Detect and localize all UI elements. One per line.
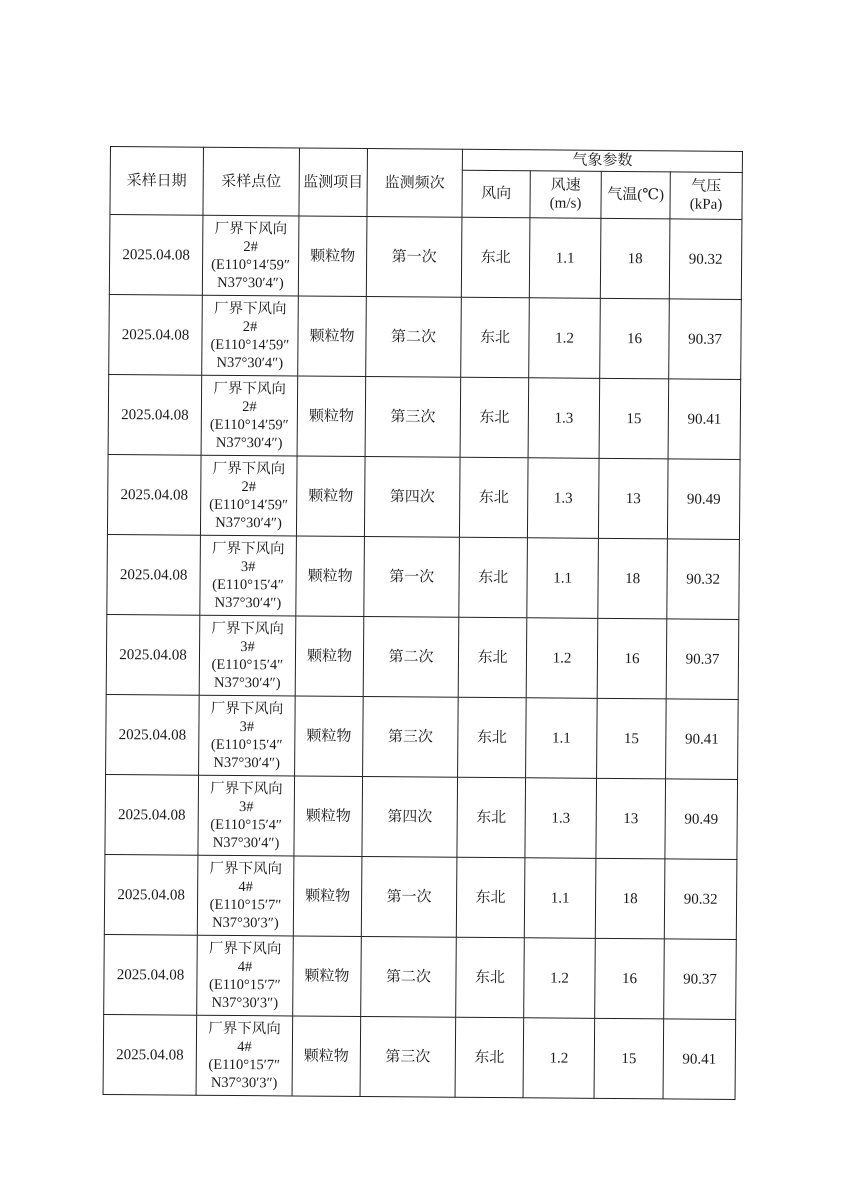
cell-location: [199, 695, 296, 776]
cell-temperature: 13: [596, 778, 666, 859]
cell-temperature: 15: [599, 378, 669, 459]
table-row: [105, 774, 738, 859]
location-id: 3#: [240, 558, 256, 575]
location-longitude: (E110°14′59″: [210, 336, 290, 353]
cell-temperature: 16: [595, 938, 665, 1019]
cell-item: 颗粒物: [297, 376, 366, 457]
cell-wind-direction: 东北: [461, 297, 530, 378]
cell-item: 颗粒物: [296, 536, 365, 617]
location-id: 2#: [242, 318, 258, 335]
location-id: 4#: [237, 1038, 252, 1055]
header-item: 监测项目: [299, 148, 368, 217]
cell-date: 2025.04.08: [107, 534, 201, 615]
location-latitude: N37°30′4″): [215, 434, 283, 451]
location-latitude: N37°30′4″): [213, 674, 281, 691]
weather-monitoring-table: [103, 146, 743, 1100]
location-latitude: N37°30′4″): [215, 514, 282, 531]
cell-date: 2025.04.08: [106, 694, 200, 775]
location-longitude: (E110°15′7″: [208, 1056, 281, 1073]
cell-location: [196, 1015, 293, 1096]
table-row: [109, 294, 742, 379]
cell-location: [198, 775, 295, 856]
cell-frequency: 第二次: [366, 297, 462, 378]
cell-date: 2025.04.08: [104, 934, 198, 1015]
cell-wind-speed: 1.2: [524, 938, 596, 1019]
cell-pressure: 90.37: [664, 939, 737, 1020]
location-name: 厂界下风向: [211, 620, 285, 637]
location-name: 厂界下风向: [209, 860, 283, 877]
cell-pressure: 90.32: [664, 859, 737, 940]
cell-temperature: 18: [600, 218, 670, 299]
cell-temperature: 13: [598, 458, 668, 539]
header-wind-speed: [530, 171, 601, 219]
cell-wind-speed: 1.2: [526, 618, 598, 699]
cell-item: 颗粒物: [292, 1016, 361, 1097]
cell-wind-speed: 1.3: [525, 778, 597, 859]
header-pressure-label: 气压: [691, 178, 722, 195]
cell-location: [200, 455, 297, 536]
cell-date: 2025.04.08: [103, 1014, 197, 1095]
location-name: 厂界下风向: [214, 220, 288, 237]
cell-pressure: 90.37: [669, 299, 742, 380]
cell-pressure: 90.49: [665, 779, 738, 860]
cell-date: 2025.04.08: [108, 374, 202, 455]
header-weather-group: 气象参数: [462, 149, 742, 172]
cell-wind-direction: 东北: [457, 777, 526, 858]
cell-frequency: 第三次: [363, 697, 459, 778]
location-longitude: (E110°15′4″: [212, 576, 284, 593]
cell-temperature: 15: [594, 1018, 664, 1099]
table-row: [104, 934, 737, 1019]
location-latitude: N37°30′3″): [211, 994, 279, 1011]
cell-item: 颗粒物: [298, 216, 367, 297]
cell-location: [202, 215, 299, 296]
location-name: 厂界下风向: [210, 780, 283, 797]
cell-frequency: 第三次: [365, 377, 461, 458]
cell-wind-speed: 1.2: [529, 298, 601, 379]
cell-wind-direction: 东北: [460, 377, 529, 458]
location-latitude: N37°30′4″): [216, 354, 284, 371]
cell-frequency: 第二次: [361, 936, 457, 1017]
cell-wind-speed: 1.1: [529, 218, 601, 299]
cell-wind-direction: 东北: [458, 697, 527, 778]
cell-location: [201, 375, 298, 456]
cell-location: [200, 535, 297, 616]
cell-wind-direction: 东北: [458, 617, 527, 698]
location-id: 3#: [239, 798, 254, 815]
cell-location: [202, 295, 299, 376]
cell-date: 2025.04.08: [109, 294, 203, 375]
cell-pressure: 90.41: [666, 699, 739, 780]
cell-item: 颗粒物: [294, 776, 363, 857]
cell-pressure: 90.32: [669, 219, 742, 300]
cell-temperature: 18: [595, 858, 665, 939]
location-latitude: N37°30′3″): [212, 914, 279, 931]
location-longitude: (E110°14′59″: [209, 416, 289, 433]
header-wind-speed-label: 风速: [550, 177, 581, 194]
table-row: [107, 454, 740, 539]
cell-item: 颗粒物: [296, 456, 365, 537]
cell-location: [199, 615, 296, 696]
cell-wind-speed: 1.1: [524, 858, 596, 939]
header-frequency: 监测频次: [367, 149, 463, 218]
cell-frequency: 第二次: [363, 617, 459, 698]
header-row-top: [110, 147, 742, 173]
location-id: 3#: [239, 718, 255, 735]
location-latitude: N37°30′4″): [213, 754, 281, 771]
cell-pressure: 90.41: [668, 379, 741, 460]
cell-item: 颗粒物: [293, 936, 362, 1017]
table-body: [103, 215, 742, 1100]
location-latitude: N37°30′4″): [214, 594, 282, 611]
cell-wind-speed: 1.1: [526, 698, 598, 779]
location-name: 厂界下风向: [212, 540, 285, 557]
cell-item: 颗粒物: [293, 856, 362, 937]
cell-frequency: 第一次: [361, 857, 457, 938]
cell-frequency: 第三次: [360, 1016, 456, 1097]
table-row: [104, 854, 737, 939]
cell-pressure: 90.37: [666, 619, 739, 700]
table-row: [106, 694, 739, 779]
header-location: 采样点位: [203, 147, 300, 216]
table-row: [103, 1014, 736, 1099]
location-name: 厂界下风向: [208, 940, 282, 957]
location-name: 厂界下风向: [213, 380, 286, 397]
location-longitude: (E110°15′7″: [209, 976, 281, 993]
header-pressure-unit: (kPa): [689, 196, 723, 213]
location-name: 厂界下风向: [212, 460, 286, 477]
location-name: 厂界下风向: [213, 300, 287, 317]
location-latitude: N37°30′3″): [210, 1074, 278, 1091]
header-wind-speed-unit: (m/s): [549, 195, 582, 212]
location-longitude: (E110°15′7″: [209, 896, 282, 913]
location-id: 3#: [240, 638, 255, 655]
location-longitude: (E110°14′59″: [209, 496, 289, 513]
header-temperature: 气温(℃): [601, 171, 670, 219]
cell-date: 2025.04.08: [106, 614, 200, 695]
location-id: 4#: [238, 878, 254, 895]
cell-frequency: 第一次: [366, 217, 462, 298]
cell-wind-speed: 1.3: [528, 378, 600, 459]
cell-pressure: 90.49: [667, 459, 740, 540]
cell-pressure: 90.32: [667, 539, 740, 620]
cell-wind-direction: 东北: [459, 537, 528, 618]
cell-item: 颗粒物: [295, 616, 364, 697]
cell-date: 2025.04.08: [105, 774, 199, 855]
table-row: [106, 614, 739, 699]
location-longitude: (E110°15′4″: [211, 656, 284, 673]
cell-date: 2025.04.08: [104, 854, 198, 935]
cell-date: 2025.04.08: [109, 215, 203, 296]
location-longitude: (E110°15′4″: [210, 736, 283, 753]
cell-date: 2025.04.08: [107, 454, 201, 535]
cell-temperature: 16: [600, 298, 670, 379]
cell-temperature: 16: [597, 618, 667, 699]
header-date: 采样日期: [110, 147, 204, 216]
location-longitude: (E110°15′4″: [210, 816, 283, 833]
cell-wind-direction: 东北: [455, 1017, 524, 1098]
location-id: 2#: [243, 238, 259, 255]
cell-temperature: 18: [598, 538, 668, 619]
cell-wind-direction: 东北: [459, 457, 528, 538]
cell-wind-speed: 1.2: [523, 1018, 595, 1099]
location-latitude: N37°30′4″): [212, 834, 280, 851]
table-row: [108, 374, 741, 459]
cell-pressure: 90.41: [663, 1019, 736, 1100]
cell-item: 颗粒物: [298, 296, 367, 377]
location-name: 厂界下风向: [208, 1020, 281, 1037]
location-id: 2#: [242, 398, 257, 415]
cell-temperature: 15: [597, 698, 667, 779]
location-latitude: N37°30′4″): [217, 274, 284, 291]
location-id: 4#: [237, 958, 253, 975]
cell-wind-direction: 东北: [456, 937, 525, 1018]
cell-item: 颗粒物: [295, 696, 364, 777]
cell-frequency: 第四次: [364, 457, 460, 538]
cell-location: [197, 935, 294, 1016]
table-row: [109, 215, 742, 300]
header-wind-direction: 风向: [462, 170, 530, 218]
cell-wind-direction: 东北: [456, 857, 525, 938]
table-row: [107, 534, 740, 619]
cell-wind-direction: 东北: [461, 217, 530, 298]
cell-wind-speed: 1.1: [527, 538, 599, 619]
location-id: 2#: [241, 478, 257, 495]
location-name: 厂界下风向: [210, 700, 284, 717]
cell-location: [197, 855, 294, 936]
header-pressure: [670, 172, 742, 220]
location-longitude: (E110°14′59″: [211, 256, 291, 273]
cell-frequency: 第四次: [362, 777, 458, 858]
cell-frequency: 第一次: [364, 537, 460, 618]
cell-wind-speed: 1.3: [527, 458, 599, 539]
